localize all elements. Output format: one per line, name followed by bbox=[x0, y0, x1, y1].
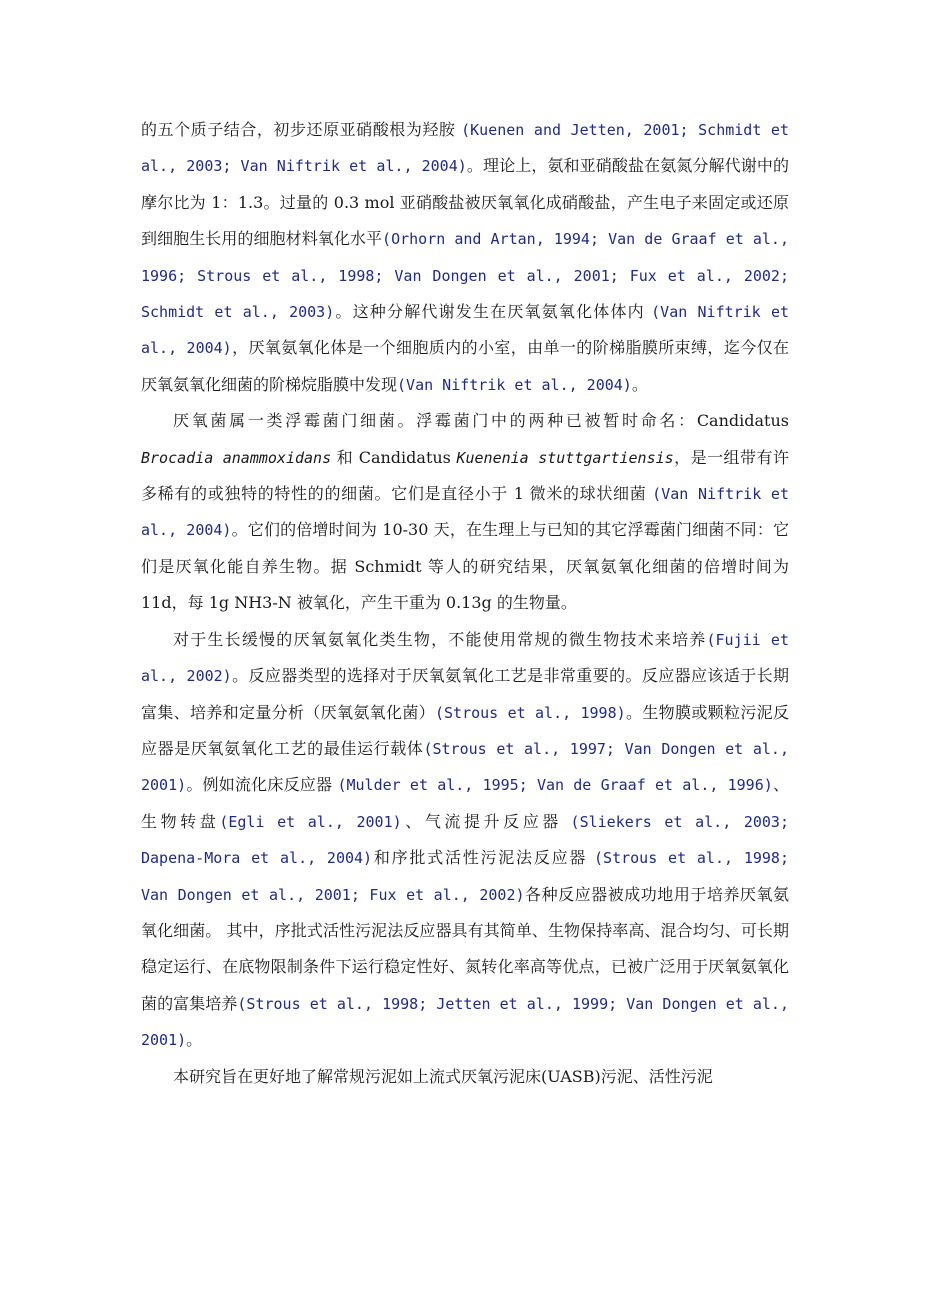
paragraph-3 bbox=[141, 622, 789, 1059]
citation: (Egli et al., 2001) bbox=[219, 812, 402, 831]
species-name: Kuenenia stuttgartiensis bbox=[456, 448, 674, 467]
paragraph-4 bbox=[141, 1059, 789, 1095]
citation: (Van Niftrik et al., 2004) bbox=[141, 485, 789, 540]
body-text: 和 Candidatus bbox=[331, 447, 457, 467]
body-text: 。例如流化床反应器 bbox=[186, 775, 338, 795]
body-text: 。 bbox=[186, 1030, 203, 1050]
citation: (Strous et al., 1998) bbox=[435, 703, 626, 722]
body-text: 对于生长缓慢的厌氧氨氧化类生物，不能使用常规的微生物技术来培养 bbox=[173, 629, 707, 649]
body-text: 各种反应器被成功地用于培养厌氧氨氧化细菌。 其中，序批式活性污泥法反应器具有其简单、生物保持率高、混合均匀、可长期稳定运行、在底物限制条件下运行稳定性好、氮转化率高等优点，已被广泛用于厌氧氨氧化菌的富集培养 bbox=[141, 884, 789, 1013]
body-text: 。这种分解代谢发生在厌氧氨氧化体体内 bbox=[334, 302, 652, 322]
body-text: 。 bbox=[631, 374, 648, 394]
citation: (Strous et al., 1997; Van Dongen et al., 2001) bbox=[141, 739, 789, 795]
citation: (Van Niftrik et al., 2004) bbox=[397, 375, 632, 394]
body-text: 本研究旨在更好地了解常规污泥如上流式厌氧污泥床(UASB)污泥、活性污泥 bbox=[173, 1066, 713, 1086]
paragraph-1 bbox=[141, 112, 789, 403]
body-text: 、气流提升反应器 bbox=[401, 811, 571, 831]
body-text: 厌氧菌属一类浮霉菌门细菌。浮霉菌门中的两种已被暂时命名：Candidatus bbox=[173, 411, 789, 431]
body-text: ，是一组带有许多稀有的或独特的特性的的细菌。它们是直径小于 1 微米的球状细菌 bbox=[141, 447, 789, 504]
citation: (Orhorn and Artan, 1994; Van de Graaf et al., 1996; Strous et al., 1998; Van Dongen et al., 2001; Fux et al., 2002; Schmidt et al., 2003) bbox=[141, 230, 789, 322]
citation: (Mulder et al., 1995; Van de Graaf et al., 1996) bbox=[337, 776, 773, 795]
citation: (Sliekers et al., 2003; Dapena-Mora et al., 2004) bbox=[141, 812, 789, 868]
body-text: 。它们的倍增时间为 10-30 天，在生理上与已知的其它浮霉菌门细菌不同：它们是厌氧化能自养生物。据 Schmidt 等人的研究结果，厌氧氨氧化细菌的倍增时间为 11d，每 1g NH3-N 被氧化，产生干重为 0.13g 的生物量。 bbox=[141, 520, 789, 613]
body-text: 、生物转盘 bbox=[141, 775, 789, 831]
paragraph-2 bbox=[141, 403, 789, 621]
species-name: Brocadia anammoxidans bbox=[141, 448, 332, 467]
body-text: 。反应器类型的选择对于厌氧氨氧化工艺是非常重要的。反应器应该适于长期富集、培养和定量分析（厌氧氨氧化菌） bbox=[141, 666, 789, 722]
body-text: 。生物膜或颗粒污泥反应器是厌氧氨氧化工艺的最佳运行载体 bbox=[141, 702, 789, 758]
document-body bbox=[141, 112, 789, 1095]
body-text: 和序批式活性污泥法反应器 bbox=[372, 848, 595, 868]
citation: (Fujii et al., 2002) bbox=[141, 630, 789, 686]
citation: (Strous et al., 1998; Jetten et al., 1999; Van Dongen et al., 2001) bbox=[141, 994, 789, 1050]
citation: (Strous et al., 1998; Van Dongen et al., 2001; Fux et al., 2002) bbox=[141, 849, 789, 904]
body-text: 。理论上，氨和亚硝酸盐在氨氮分解代谢中的摩尔比为 1：1.3。过量的 0.3 mol 亚硝酸盐被厌氧氧化成硝酸盐，产生电子来固定或还原到细胞生长用的细胞材料氧化水平 bbox=[141, 156, 789, 249]
body-text: 的五个质子结合，初步还原亚硝酸根为羟胺 bbox=[141, 120, 462, 139]
body-text: ，厌氧氨氧化体是一个细胞质内的小室，由单一的阶梯脂膜所束缚，迄今仅在厌氧氨氧化细菌的阶梯烷脂膜中发现 bbox=[141, 338, 789, 394]
citation: (Kuenen and Jetten, 2001; Schmidt et al., 2003; Van Niftrik et al., 2004) bbox=[141, 121, 789, 176]
citation: (Van Niftrik et al., 2004) bbox=[141, 303, 790, 358]
